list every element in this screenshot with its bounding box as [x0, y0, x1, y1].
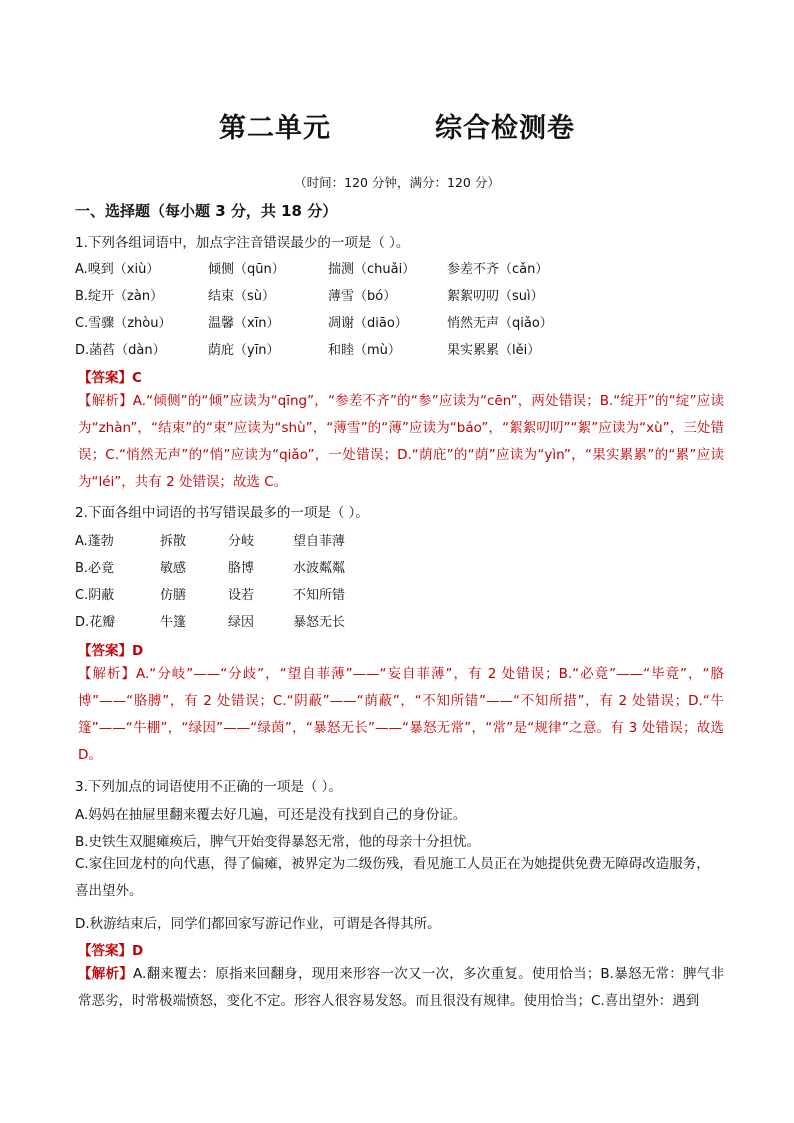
q2-option-d-3: 绿因 [228, 615, 255, 630]
q1-option-b-4: 絮絮叨叨（suì） [447, 289, 544, 304]
q2-option-a-1: A.蓬勃 [75, 534, 114, 549]
question-3-stem: 3.下列加点的词语使用不正确的一项是（ ）。 [75, 779, 342, 795]
q2-option-b-2: 敏感 [160, 561, 187, 576]
question-2-stem: 2.下面各组中词语的书写错误最多的一项是（ ）。 [75, 505, 369, 521]
q2-option-c-1: C.阴蔽 [75, 588, 115, 603]
q1-option-d-3: 和睦（mù） [328, 343, 401, 358]
question-1-stem: 1.下列各组词语中，加点字注音错误最少的一项是（ ）。 [75, 235, 410, 251]
q1-option-c-1: C.雪骤（zhòu） [75, 316, 172, 331]
q2-option-c-2: 仿膳 [160, 588, 187, 603]
analysis-label: 【解析】 [78, 966, 134, 982]
q3-option-d: D.秋游结束后，同学们都回家写游记作业，可谓是各得其所。 [75, 916, 441, 932]
question-1-answer: 【答案】C [78, 370, 142, 386]
q2-option-a-2: 拆散 [160, 534, 187, 549]
q2-option-c-3: 设若 [228, 588, 255, 603]
q2-option-d-1: D.花瓣 [75, 615, 116, 630]
q1-option-c-2: 温馨（xīn） [208, 316, 280, 331]
q1-option-b-3: 薄雪（bó） [328, 289, 397, 304]
question-2-answer: 【答案】D [78, 643, 144, 659]
q1-option-d-2: 荫庇（yīn） [208, 343, 280, 358]
page-title: 第二单元 综合检测卷 [219, 113, 575, 144]
q1-option-c-3: 凋谢（diāo） [328, 316, 408, 331]
exam-info: （时间：120 分钟，满分：120 分） [294, 175, 500, 190]
q2-option-d-2: 牛篷 [160, 615, 187, 630]
analysis-text: A.翻来覆去：原指来回翻身，现用来形容一次又一次，多次重复。使用恰当；B.暴怒无常：脾气非常恶劣，时常极端愤怒，变化不定。形容人很容易发怒。而且很没有规律。使用恰当；C.喜出望外：遇到 [78, 966, 725, 1009]
q1-option-d-1: D.菡萏（dàn） [75, 343, 166, 358]
q3-option-b: B.史铁生双腿瘫痪后，脾气开始变得暴怒无常，他的母亲十分担忧。 [75, 834, 481, 850]
q1-option-a-1: A.嗅到（xiù） [75, 262, 160, 277]
q1-option-a-2: 倾侧（qūn） [208, 262, 285, 277]
question-2-analysis: 【解析】A.“分岐”——“分歧”，“望自菲薄”——“妄自菲薄”，有 2 处错误；B.“必竟”——“毕竟”，“胳博”——“胳膊”，有 2 处错误；C.“阴蔽”——“荫蔽”，“不知所错”——“不知所措”，有 2 处错误；D.“牛篷”——“牛棚”，“绿因”——“绿茵”，“暴怒无长”——“暴怒无常”，“常”是“规律”之意。有 3 处错误；故选 D。 [78, 666, 724, 763]
question-3-analysis [78, 961, 724, 1015]
q1-option-d-4: 果实累累（lěi） [447, 343, 541, 358]
q1-option-c-4: 悄然无声（qiǎo） [447, 316, 553, 331]
q2-option-b-1: B.必竟 [75, 561, 115, 576]
question-3-answer: 【答案】D [78, 943, 144, 959]
q2-option-c-4: 不知所错 [293, 588, 346, 603]
q3-option-c: C.家住回龙村的向代惠，得了偏瘫，被界定为二级伤残，看见施工人员正在为她提供免费无障碍改造服务，喜出望外。 [75, 856, 710, 899]
q2-option-b-4: 水波粼粼 [293, 561, 346, 576]
q1-option-b-2: 结束（sù） [208, 289, 276, 304]
question-1-analysis: 【解析】A.“倾侧”的“倾”应读为“qīng”，“参差不齐”的“参”应读为“cēn”，两处错误；B.“绽开”的“绽”应读为“zhàn”，“结束”的“束”应读为“shù”，“薄雪”的“薄”应读为“báo”，“絮絮叨叨”“絮”应读为“xù”，三处错误；C.“悄然无声”的“悄”应读为“qiǎo”，一处错误；D.“荫庇”的“荫”应读为“yìn”，“果实累累”的“累”应读为“léi”，共有 2 处错误；故选 C。 [78, 393, 724, 490]
q1-option-a-4: 参差不齐（cǎn） [447, 262, 549, 277]
q3-option-a: A.妈妈在抽屉里翻来覆去好几遍，可还是没有找到自己的身份证。 [75, 807, 467, 823]
section-heading: 一、选择题（每小题 3 分，共 18 分） [75, 202, 338, 220]
q2-option-b-3: 胳博 [228, 561, 255, 576]
q1-option-a-3: 揣测（chuǎi） [328, 262, 416, 277]
q2-option-d-4: 暴怒无长 [293, 615, 346, 630]
q2-option-a-4: 望自菲薄 [293, 534, 346, 549]
q2-option-a-3: 分岐 [228, 534, 255, 549]
q1-option-b-1: B.绽开（zàn） [75, 289, 164, 304]
